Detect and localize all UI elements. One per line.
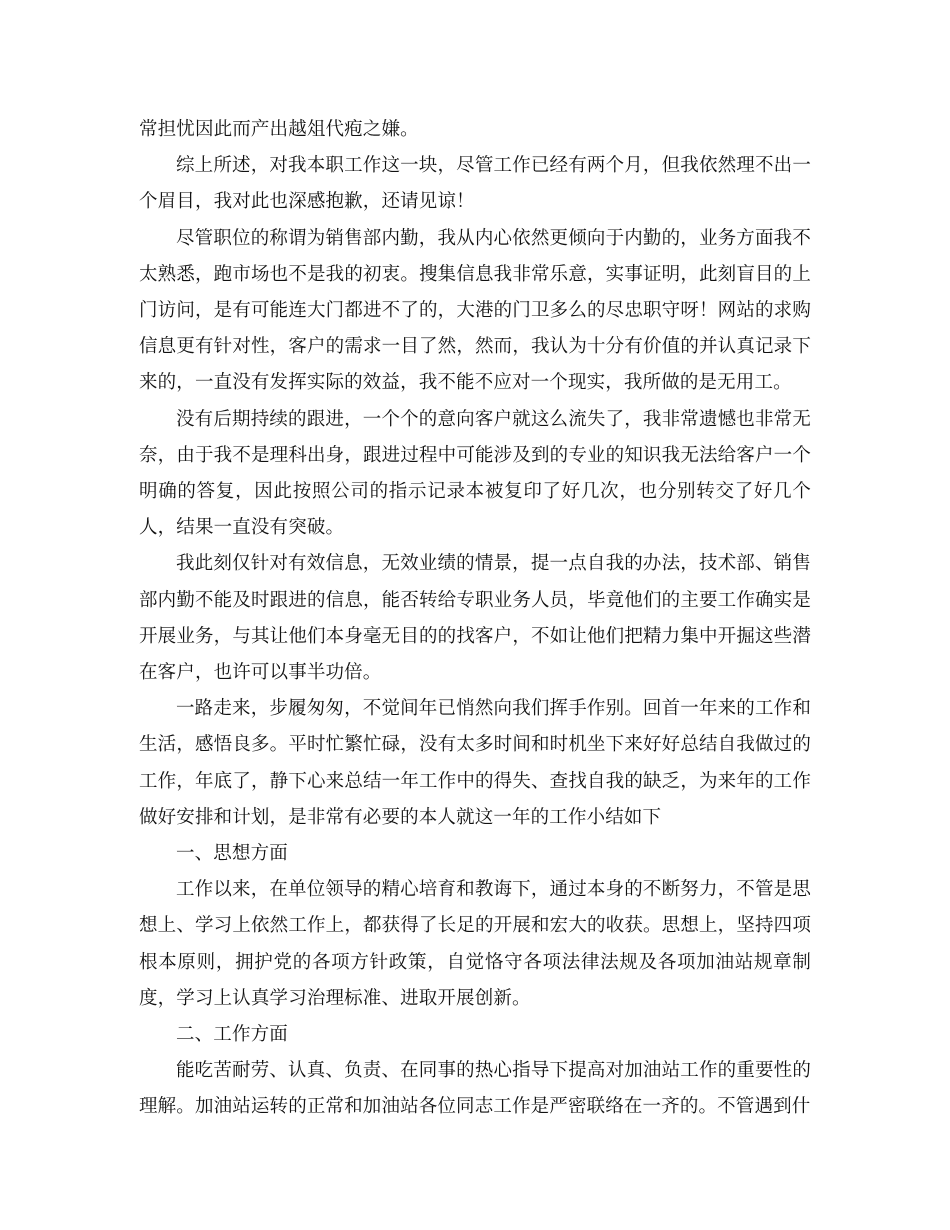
paragraph-work: 能吃苦耐劳、认真、负责、在同事的热心指导下提高对加油站工作的重要性的理解。加油站运转的正常和加油站各位同志工作是严密联络在一齐的。不管遇到什 bbox=[139, 1060, 811, 1118]
paragraph-summary: 综上所述，对我本职工作这一块，尽管工作已经有两个月，但我依然理不出一个眉目，我对此也深感抱歉，还请见谅！ bbox=[139, 155, 811, 213]
paragraph-thought: 工作以来，在单位领导的精心培育和教诲下，通过本身的不断努力，不管是思想上、学习上依然工作上，都获得了长足的开展和宏大的收获。思想上，坚持四项根本原则，拥护党的各项方针政策，自觉恪守各项法律法规及各项加油站规章制度，学习上认真学习治理标准、进取开展创新。 bbox=[139, 879, 811, 1009]
paragraph-followup: 没有后期持续的跟进，一个个的意向客户就这么流失了，我非常遗憾也非常无奈，由于我不是理科出身，跟进过程中可能涉及到的专业的知识我无法给客户一个明确的答复，因此按照公司的指示记录本被复印了好几次，也分别转交了好几个人，结果一直没有突破。 bbox=[139, 408, 811, 539]
section-heading-thought: 一、思想方面 bbox=[176, 843, 288, 865]
paragraph-continuation: 常担忧因此而产出越俎代疱之嫌。 bbox=[139, 119, 419, 140]
document-body bbox=[139, 112, 811, 1126]
paragraph-suggestion: 我此刻仅针对有效信息，无效业绩的情景，提一点自我的办法，技术部、销售部内勤不能及时跟进的信息，能否转给专职业务人员，毕竟他们的主要工作确实是开展业务，与其让他们本身毫无目的的找客户，不如让他们把精力集中开掘这些潜在客户，也许可以事半功倍。 bbox=[139, 553, 811, 684]
paragraph-role: 尽管职位的称谓为销售部内勤，我从内心依然更倾向于内勤的，业务方面我不太熟悉，跑市场也不是我的初衷。搜集信息我非常乐意，实事证明，此刻盲目的上门访问，是有可能连大门都进不了的，大港的门卫多么的尽忠职守呀！网站的求购信息更有针对性，客户的需求一目了然，然而，我认为十分有价值的并认真记录下来的，一直没有发挥实际的效益，我不能不应对一个现实，我所做的是无用工。 bbox=[139, 227, 811, 394]
section-heading-work: 二、工作方面 bbox=[176, 1024, 288, 1046]
paragraph-year-review: 一路走来，步履匆匆，不觉间年已悄然向我们挥手作别。回首一年来的工作和生活，感悟良多。平时忙繁忙碌，没有太多时间和时机坐下来好好总结自我做过的工作，年底了，静下心来总结一年工作中的得失、查找自我的缺乏，为来年的工作做好安排和计划，是非常有必要的本人就这一年的工作小结如下 bbox=[139, 698, 811, 828]
